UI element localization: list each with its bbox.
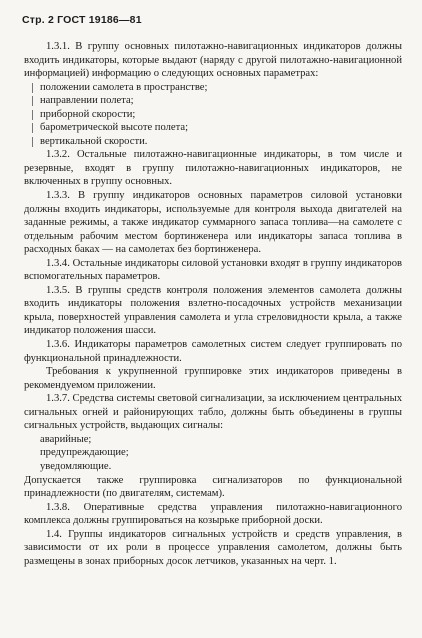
list-item-text: барометрической высоте полета;	[40, 122, 189, 134]
list-item	[24, 135, 402, 149]
list-item	[24, 81, 402, 95]
page-header: Стр. 2 ГОСТ 19186—81	[22, 14, 142, 26]
list-item	[24, 121, 402, 135]
paragraph-requirements: Требования к укрупненной группировке этих индикаторов приведены в рекомендуемом приложении.	[24, 366, 402, 391]
list-item	[24, 460, 402, 474]
paragraph-allowed: Допускается также группировка сигнализаторов по функциональной принадлежности (по двигателям, системам).	[24, 474, 402, 500]
paragraph-1-3-6: 1.3.6. Индикаторы параметров самолетных систем следует группировать по функциональной принадлежности.	[24, 339, 402, 364]
list-item-text: уведомляющие.	[40, 460, 112, 472]
list-item	[24, 94, 402, 108]
list-item-text: положении самолета в пространстве;	[40, 81, 208, 93]
margin-bar	[32, 110, 33, 120]
paragraph-1-4: 1.4. Группы индикаторов сигнальных устройств и средств управления, в зависимости от их роли в процессе управления самолетом, должны быть размещены в зонах приборных досок летчиков, указанных на черт. 1.	[24, 528, 402, 567]
margin-bar	[32, 96, 33, 106]
paragraph-1-3-2: 1.3.2. Остальные пилотажно-навигационные индикаторы, в том числе и резервные, входят в группу пилотажно-навигационных индикаторов, не включенных в группу основных.	[24, 149, 402, 188]
list-item-text: приборной скорости;	[40, 108, 136, 120]
paragraph-1-3-5: 1.3.5. В группы средств контроля положения элементов самолета должны входить индикаторы положения взлетно-посадочных устройств механизации крыла, поверхностей управления самолета и угла стреловидности крыла, а также индикатор положения шасси.	[24, 284, 402, 337]
paragraph-1-3-1: 1.3.1. В группу основных пилотажно-навигационных индикаторов должны входить индикаторы, которые выдают (наряду с другой пилотажно-навигационной информацией) информацию о следующих основных параметрах:	[24, 41, 402, 80]
paragraph-1-3-4: 1.3.4. Остальные индикаторы силовой установки входят в группу индикаторов вспомогательных параметров.	[24, 257, 402, 283]
list-item-text: вертикальной скорости.	[40, 135, 148, 147]
paragraph-1-3-3: 1.3.3. В группу индикаторов основных параметров силовой установки должны входить индикаторы, используемые для контроля выхода двигателей на заданные режимы, а также индикатор суммарного запаса топлива—на самолете с отдельным рабочим местом бортинженера или индикаторы запаса топлива в расходных баках — на самолетах без бортинженера.	[24, 190, 402, 256]
document-body	[24, 40, 402, 568]
margin-bar	[32, 123, 33, 133]
paragraph-1-3-7: 1.3.7. Средства системы световой сигнализации, за исключением центральных сигнальных огней и районирующих табло, должны быть объединены в группы сигнальных устройств, выдающих сигналы:	[24, 393, 402, 432]
list-item-text: аварийные;	[40, 433, 92, 445]
margin-bar	[32, 83, 33, 93]
list-item	[24, 433, 402, 447]
paragraph-1-3-8: 1.3.8. Оперативные средства управления пилотажно-навигационного комплекса должны группироваться на козырьке приборной доски.	[24, 501, 402, 527]
list-item-text: предупреждающие;	[40, 447, 129, 459]
list-item	[24, 108, 402, 122]
list-item	[24, 446, 402, 460]
list-item-text: направлении полета;	[40, 95, 134, 107]
margin-bar	[32, 137, 33, 147]
